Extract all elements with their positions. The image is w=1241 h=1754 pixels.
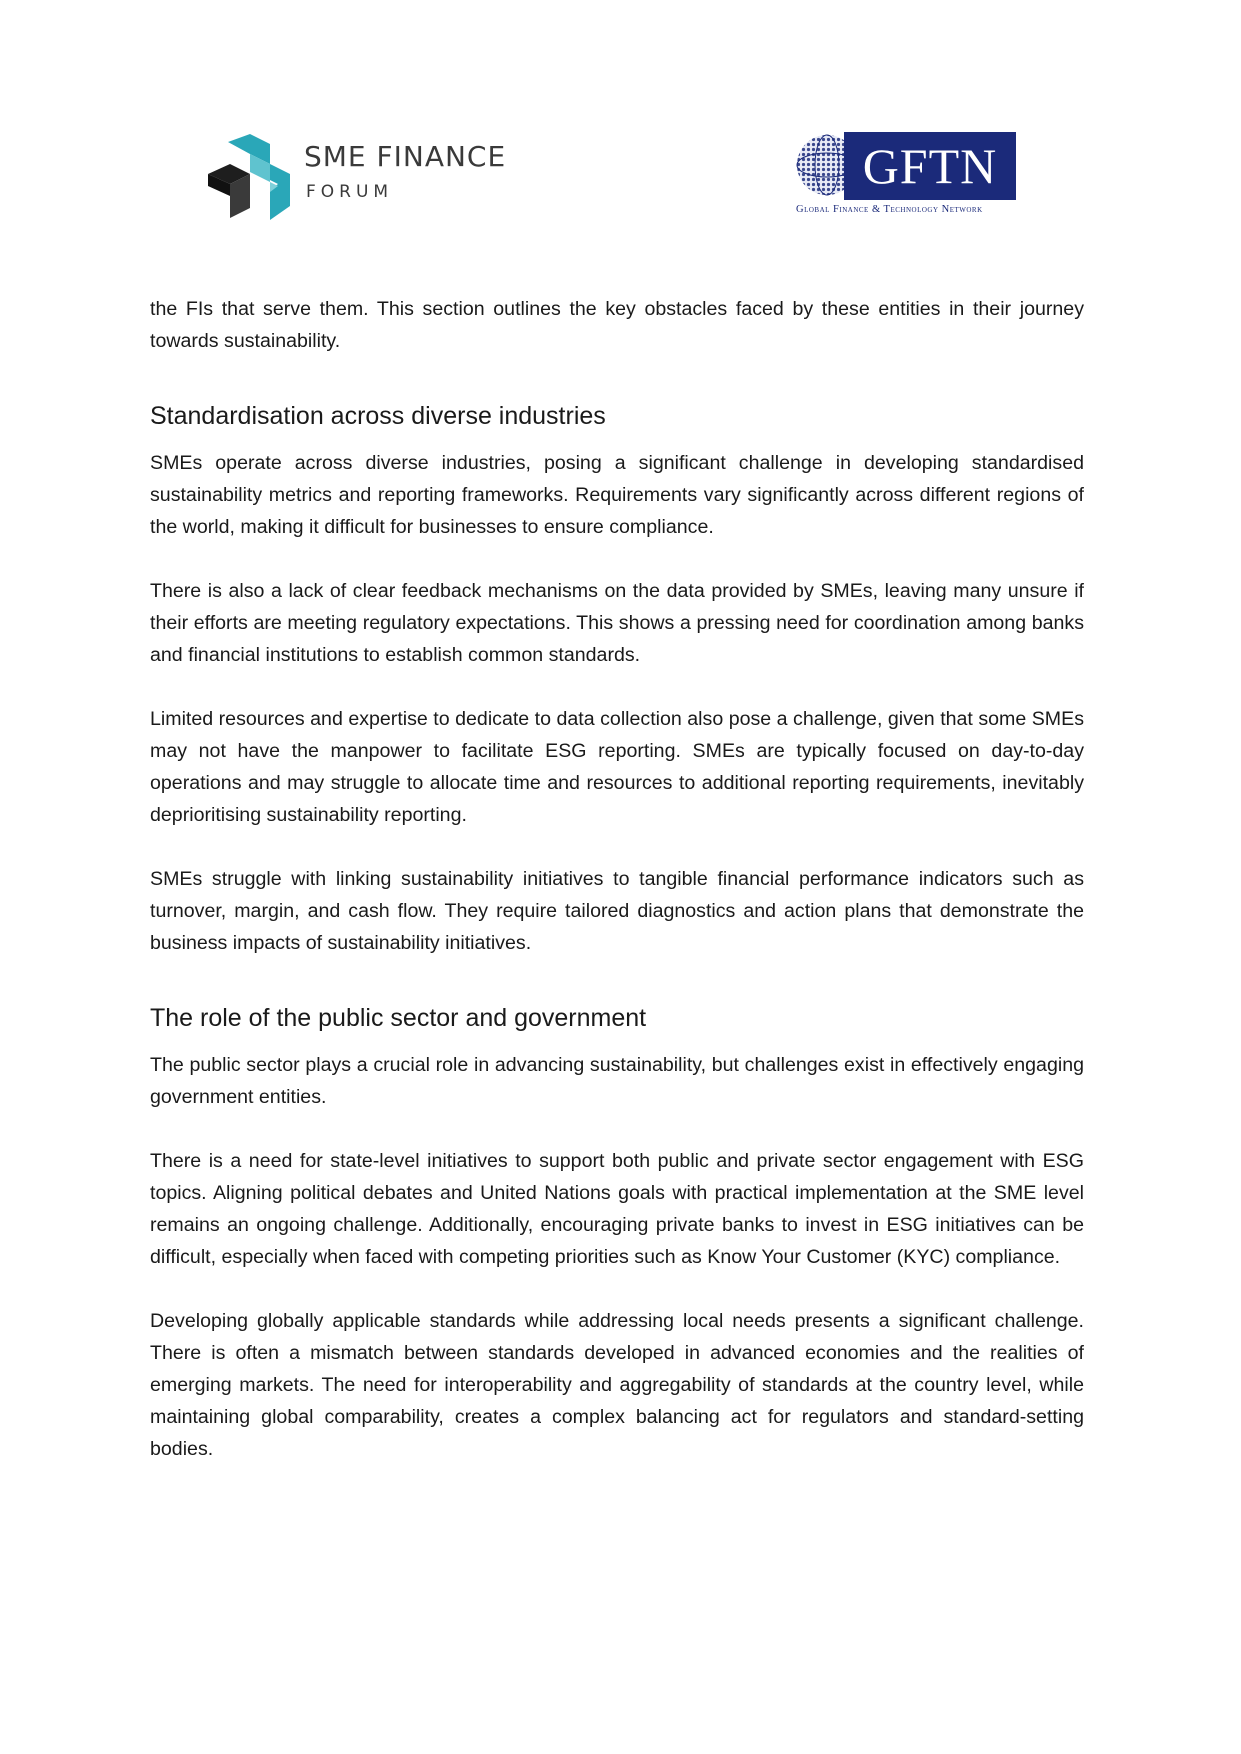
paragraph: There is a need for state-level initiatives to support both public and private sector engagement with ESG topics. Aligning political debates and United Nations goals with practical implementation at the SME level remains an ongoing challenge. Additionally, encouraging private banks to invest in ESG initiatives can be difficult, especially when faced with competing priorities such as Know Your Customer (KYC) compliance. <box>150 1150 1084 1268</box>
sme-finance-forum-mark-icon <box>208 134 298 220</box>
intro-paragraph: the FIs that serve them. This section outlines the key obstacles faced by these entities in their journey towards sustainability. <box>150 298 1084 352</box>
section-heading-standardisation: Standardisation across diverse industries <box>150 402 606 430</box>
gftn-wordmark-box <box>844 132 1016 200</box>
sme-finance-forum-logo <box>208 134 548 220</box>
paragraph: Developing globally applicable standards while addressing local needs presents a significant challenge. There is often a mismatch between standards developed in advanced economies and the realities of emerging markets. The need for interoperability and aggregability of standards at the country level, while maintaining global comparability, creates a complex balancing act for regulators and standard-setting bodies. <box>150 1310 1084 1460</box>
gftn-logo <box>796 132 1026 218</box>
page-header <box>0 0 1241 260</box>
paragraph: SMEs struggle with linking sustainability initiatives to tangible financial performance indicators such as turnover, margin, and cash flow. They require tailored diagnostics and action plans that demonstrate the business impacts of sustainability initiatives. <box>150 868 1084 954</box>
gftn-wordmark: GFTN <box>862 138 998 194</box>
section-heading-public-sector: The role of the public sector and government <box>150 1004 647 1032</box>
sme-logo-title: SME FINANCE <box>304 140 507 173</box>
gftn-tagline: Global Finance & Technology Network <box>796 204 983 215</box>
paragraph: The public sector plays a crucial role in advancing sustainability, but challenges exist in effectively engaging government entities. <box>150 1054 1084 1108</box>
document-body <box>150 293 1084 1497</box>
paragraph: SMEs operate across diverse industries, posing a significant challenge in developing standardised sustainability metrics and reporting frameworks. Requirements vary significantly across different regions of the world, making it difficult for businesses to ensure compliance. <box>150 452 1084 538</box>
paragraph: Limited resources and expertise to dedicate to data collection also pose a challenge, given that some SMEs may not have the manpower to facilitate ESG reporting. SMEs are typically focused on day-to-day operations and may struggle to allocate time and resources to additional reporting requirements, inevitably deprioritising sustainability reporting. <box>150 708 1084 826</box>
sme-logo-subtitle: FORUM <box>306 182 394 202</box>
paragraph: There is also a lack of clear feedback mechanisms on the data provided by SMEs, leaving many unsure if their efforts are meeting regulatory expectations. This shows a pressing need for coordination among banks and financial institutions to establish common standards. <box>150 580 1084 666</box>
